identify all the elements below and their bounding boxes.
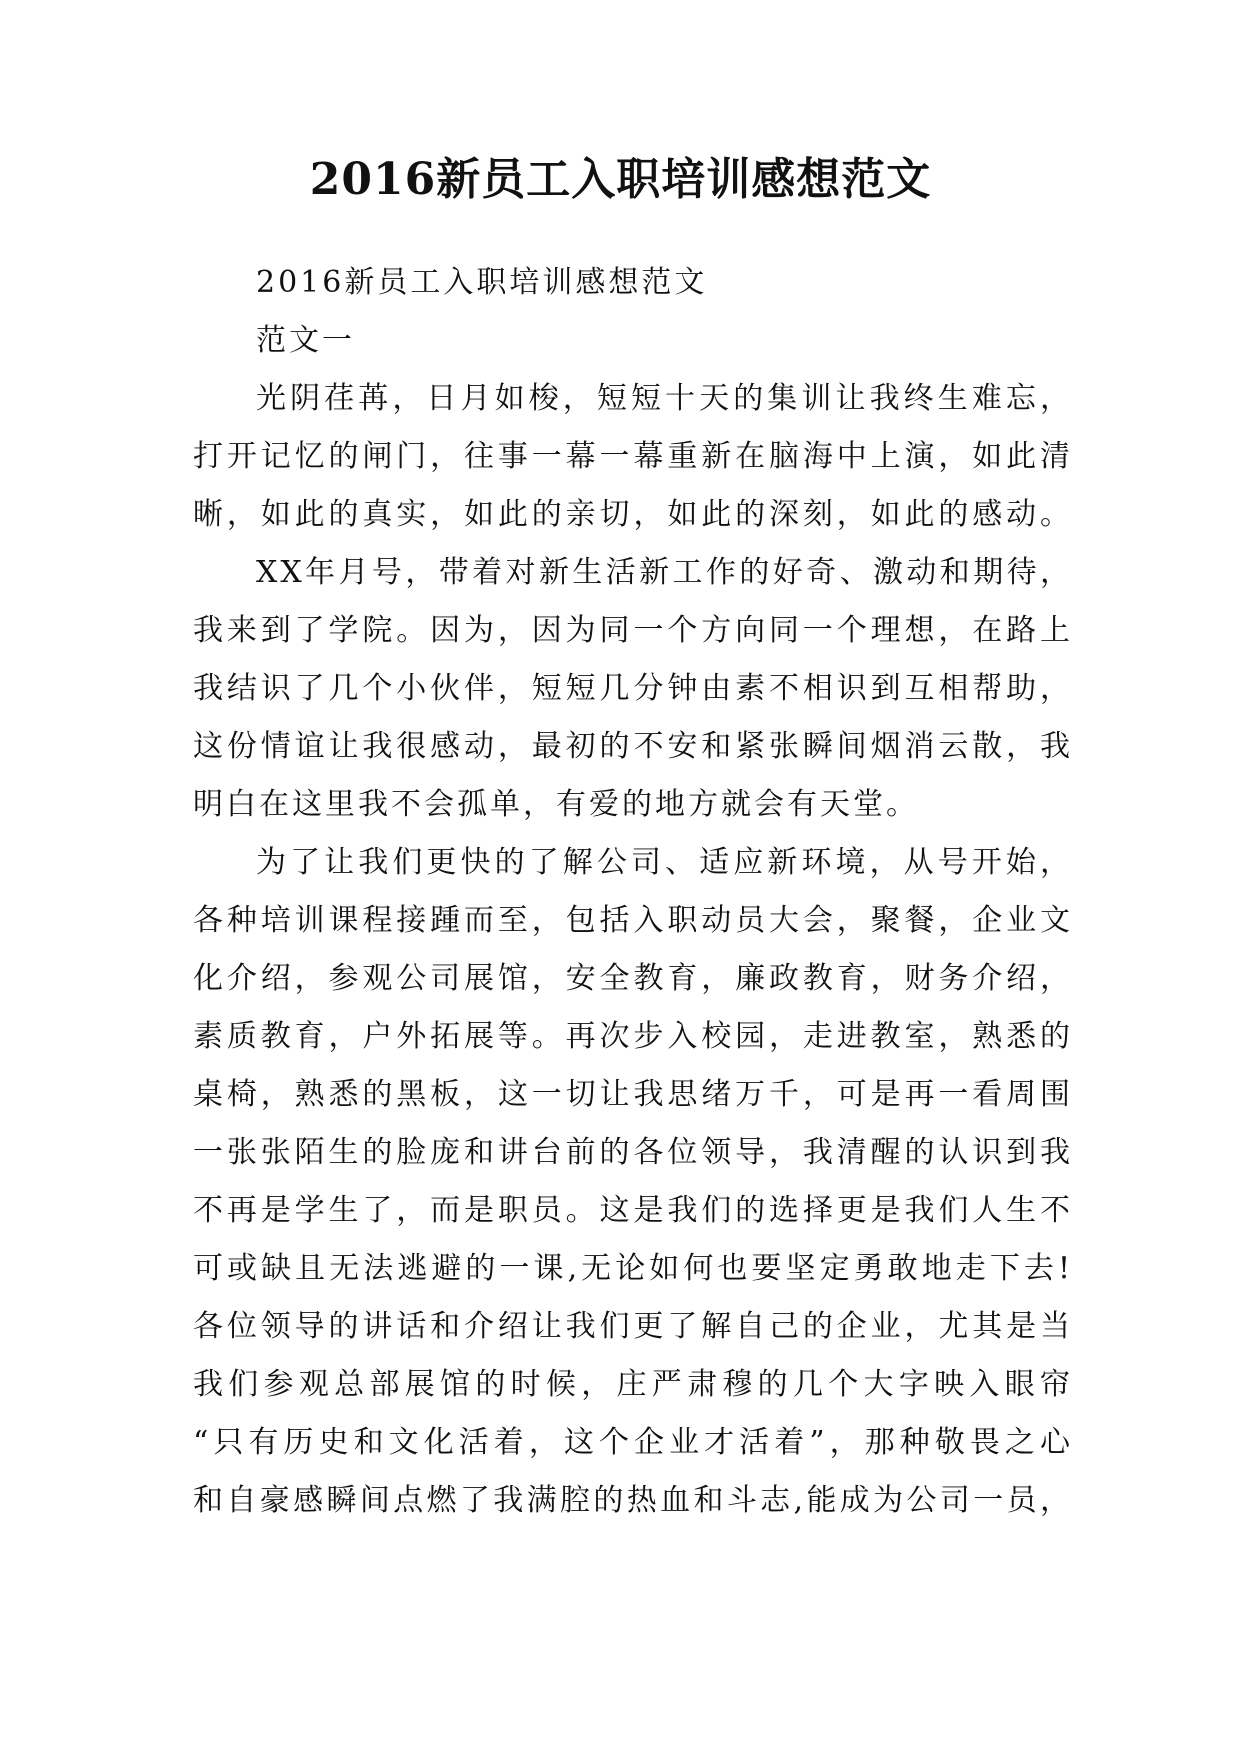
text-line: 打开记忆的闸门，往事一幕一幕重新在脑海中上演，如此清 bbox=[193, 439, 1073, 474]
text-line: 这份情谊让我很感动，最初的不安和紧张瞬间烟消云散，我 bbox=[193, 729, 1073, 764]
text-line: 化介绍，参观公司展馆，安全教育，廉政教育，财务介绍， bbox=[193, 961, 1073, 996]
text-line: 可或缺且无法逃避的一课,无论如何也要坚定勇敢地走下去! bbox=[193, 1251, 1073, 1286]
text-line: 各种培训课程接踵而至，包括入职动员大会，聚餐，企业文 bbox=[193, 903, 1073, 938]
text-line: 各位领导的讲话和介绍让我们更了解自己的企业，尤其是当 bbox=[193, 1309, 1073, 1344]
text-line: 桌椅，熟悉的黑板，这一切让我思绪万千，可是再一看周围 bbox=[193, 1077, 1073, 1112]
text-line: 素质教育，户外拓展等。再次步入校园，走进教室，熟悉的 bbox=[193, 1019, 1073, 1054]
text-line: 晰，如此的真实，如此的亲切，如此的深刻，如此的感动。 bbox=[193, 497, 1073, 532]
text-line: “只有历史和文化活着，这个企业才活着”，那种敬畏之心 bbox=[193, 1425, 1073, 1460]
text-line: 我来到了学院。因为，因为同一个方向同一个理想，在路上 bbox=[193, 613, 1073, 648]
section-heading: 范文一 bbox=[256, 323, 355, 358]
text-line: 不再是学生了，而是职员。这是我们的选择更是我们人生不 bbox=[193, 1193, 1073, 1228]
text-line: 我结识了几个小伙伴，短短几分钟由素不相识到互相帮助， bbox=[193, 671, 1073, 706]
text-line: 和自豪感瞬间点燃了我满腔的热血和斗志,能成为公司一员， bbox=[193, 1483, 1073, 1518]
document-title: 2016新员工入职培训感想范文 bbox=[309, 154, 932, 205]
text-line: 为了让我们更快的了解公司、适应新环境，从号开始， bbox=[256, 845, 1073, 880]
subtitle-line: 2016新员工入职培训感想范文 bbox=[256, 265, 708, 300]
text-line: 光阴荏苒，日月如梭，短短十天的集训让我终生难忘， bbox=[256, 381, 1073, 416]
text-line: 我们参观总部展馆的时候，庄严肃穆的几个大字映入眼帘 bbox=[193, 1367, 1073, 1402]
text-line: 一张张陌生的脸庞和讲台前的各位领导，我清醒的认识到我 bbox=[193, 1135, 1073, 1170]
text-line: XX年月号，带着对新生活新工作的好奇、激动和期待， bbox=[256, 555, 1073, 590]
text-line: 明白在这里我不会孤单，有爱的地方就会有天堂。 bbox=[193, 787, 919, 822]
